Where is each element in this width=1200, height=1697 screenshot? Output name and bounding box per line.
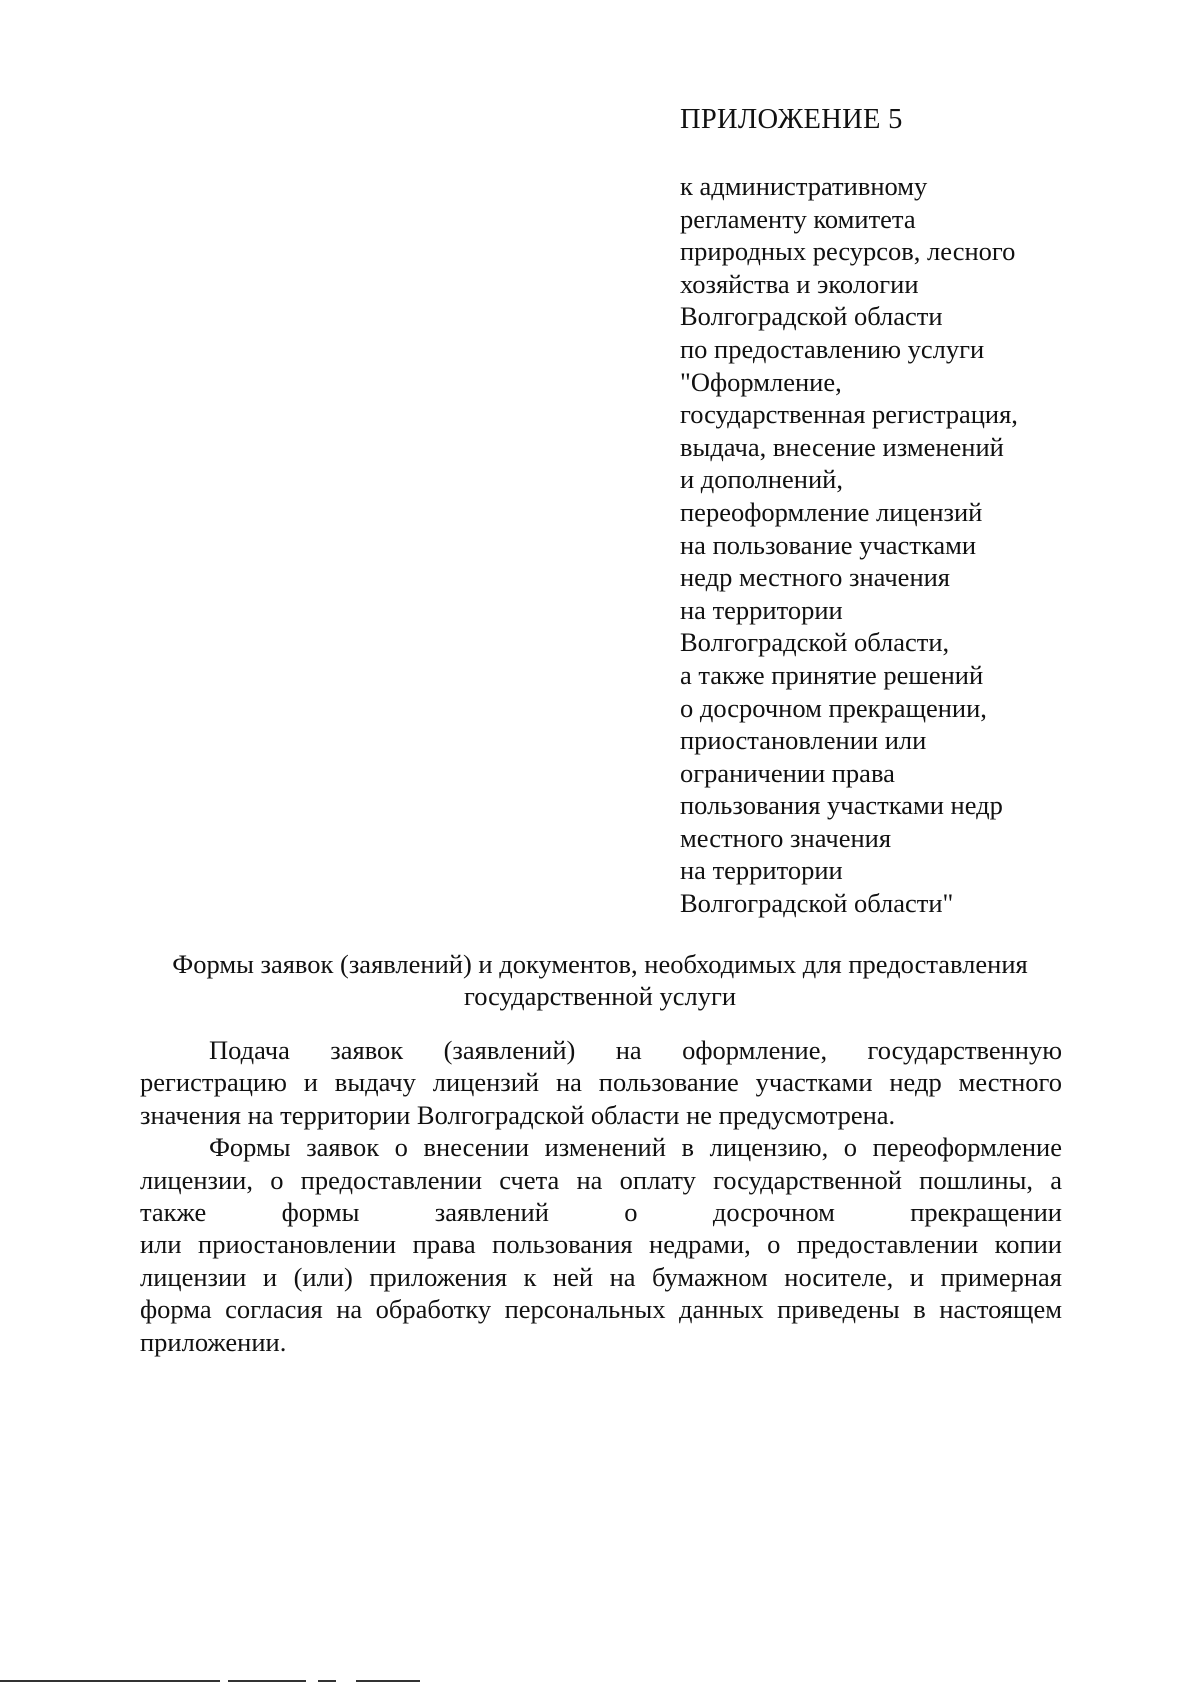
appendix-line: пользования участками недр	[680, 790, 1003, 821]
appendix-line: Волгоградской области,	[680, 627, 950, 658]
appendix-reference-block	[680, 170, 1150, 920]
appendix-line: на территории	[680, 594, 843, 625]
appendix-line: переоформление лицензий	[680, 496, 983, 527]
paragraph-line: лицензии, о предоставлении счета на оплату государственной пошлины, а	[140, 1164, 1062, 1195]
scan-edge-mark	[0, 1680, 220, 1682]
appendix-line: природных ресурсов, лесного	[680, 236, 1016, 267]
appendix-line: регламенту комитета	[680, 203, 916, 234]
appendix-line: недр местного значения	[680, 562, 950, 593]
paragraph-1	[140, 1034, 1062, 1131]
appendix-line: на пользование участками	[680, 529, 977, 560]
appendix-line: ограничении права	[680, 757, 895, 788]
appendix-line: о досрочном прекращении,	[680, 692, 987, 723]
paragraph-line: приложении.	[140, 1326, 287, 1357]
appendix-line: на территории	[680, 855, 843, 886]
document-title-line: государственной услуги	[463, 981, 737, 1011]
appendix-line: государственная регистрация,	[680, 399, 1018, 430]
paragraph-line: Подача заявок (заявлений) на оформление, государственную	[209, 1035, 1062, 1065]
appendix-line: местного значения	[680, 822, 892, 853]
scan-edge-mark	[318, 1680, 336, 1682]
appendix-line: приостановлении или	[680, 725, 927, 756]
document-body	[140, 1034, 1062, 1358]
paragraph-line: или приостановлении права пользования недрами, о предоставлении копии	[140, 1229, 1062, 1260]
paragraph-2	[140, 1131, 1062, 1358]
appendix-line: Волгоградской области	[680, 301, 943, 332]
appendix-line: к административному	[680, 171, 928, 201]
appendix-line: и дополнений,	[680, 464, 843, 495]
appendix-line: хозяйства и экологии	[680, 268, 919, 299]
paragraph-line: также формы заявлений о досрочном прекращении	[140, 1196, 1062, 1227]
paragraph-line: регистрацию и выдачу лицензий на пользование участками недр местного	[140, 1067, 1062, 1098]
paragraph-line: Формы заявок о внесении изменений в лицензию, о переоформление	[209, 1132, 1062, 1163]
document-title	[130, 948, 1070, 1012]
appendix-line: выдача, внесение изменений	[680, 431, 1004, 462]
appendix-line: а также принятие решений	[680, 659, 984, 690]
appendix-line: "Оформление,	[680, 366, 842, 397]
paragraph-line: значения на территории Волгоградской области не предусмотрена.	[140, 1099, 896, 1130]
paragraph-line: форма согласия на обработку персональных данных приведены в настоящем	[140, 1294, 1062, 1325]
appendix-line: по предоставлению услуги	[680, 333, 985, 364]
document-title-line: Формы заявок (заявлений) и документов, необходимых для предоставления	[172, 949, 1028, 979]
paragraph-line: лицензии и (или) приложения к ней на бумажном носителе, и примерная	[140, 1261, 1062, 1292]
appendix-line: Волгоградской области"	[680, 888, 954, 919]
appendix-title: ПРИЛОЖЕНИЕ 5	[680, 104, 903, 135]
scan-edge-mark	[356, 1680, 420, 1682]
scan-edge-mark	[228, 1680, 306, 1682]
